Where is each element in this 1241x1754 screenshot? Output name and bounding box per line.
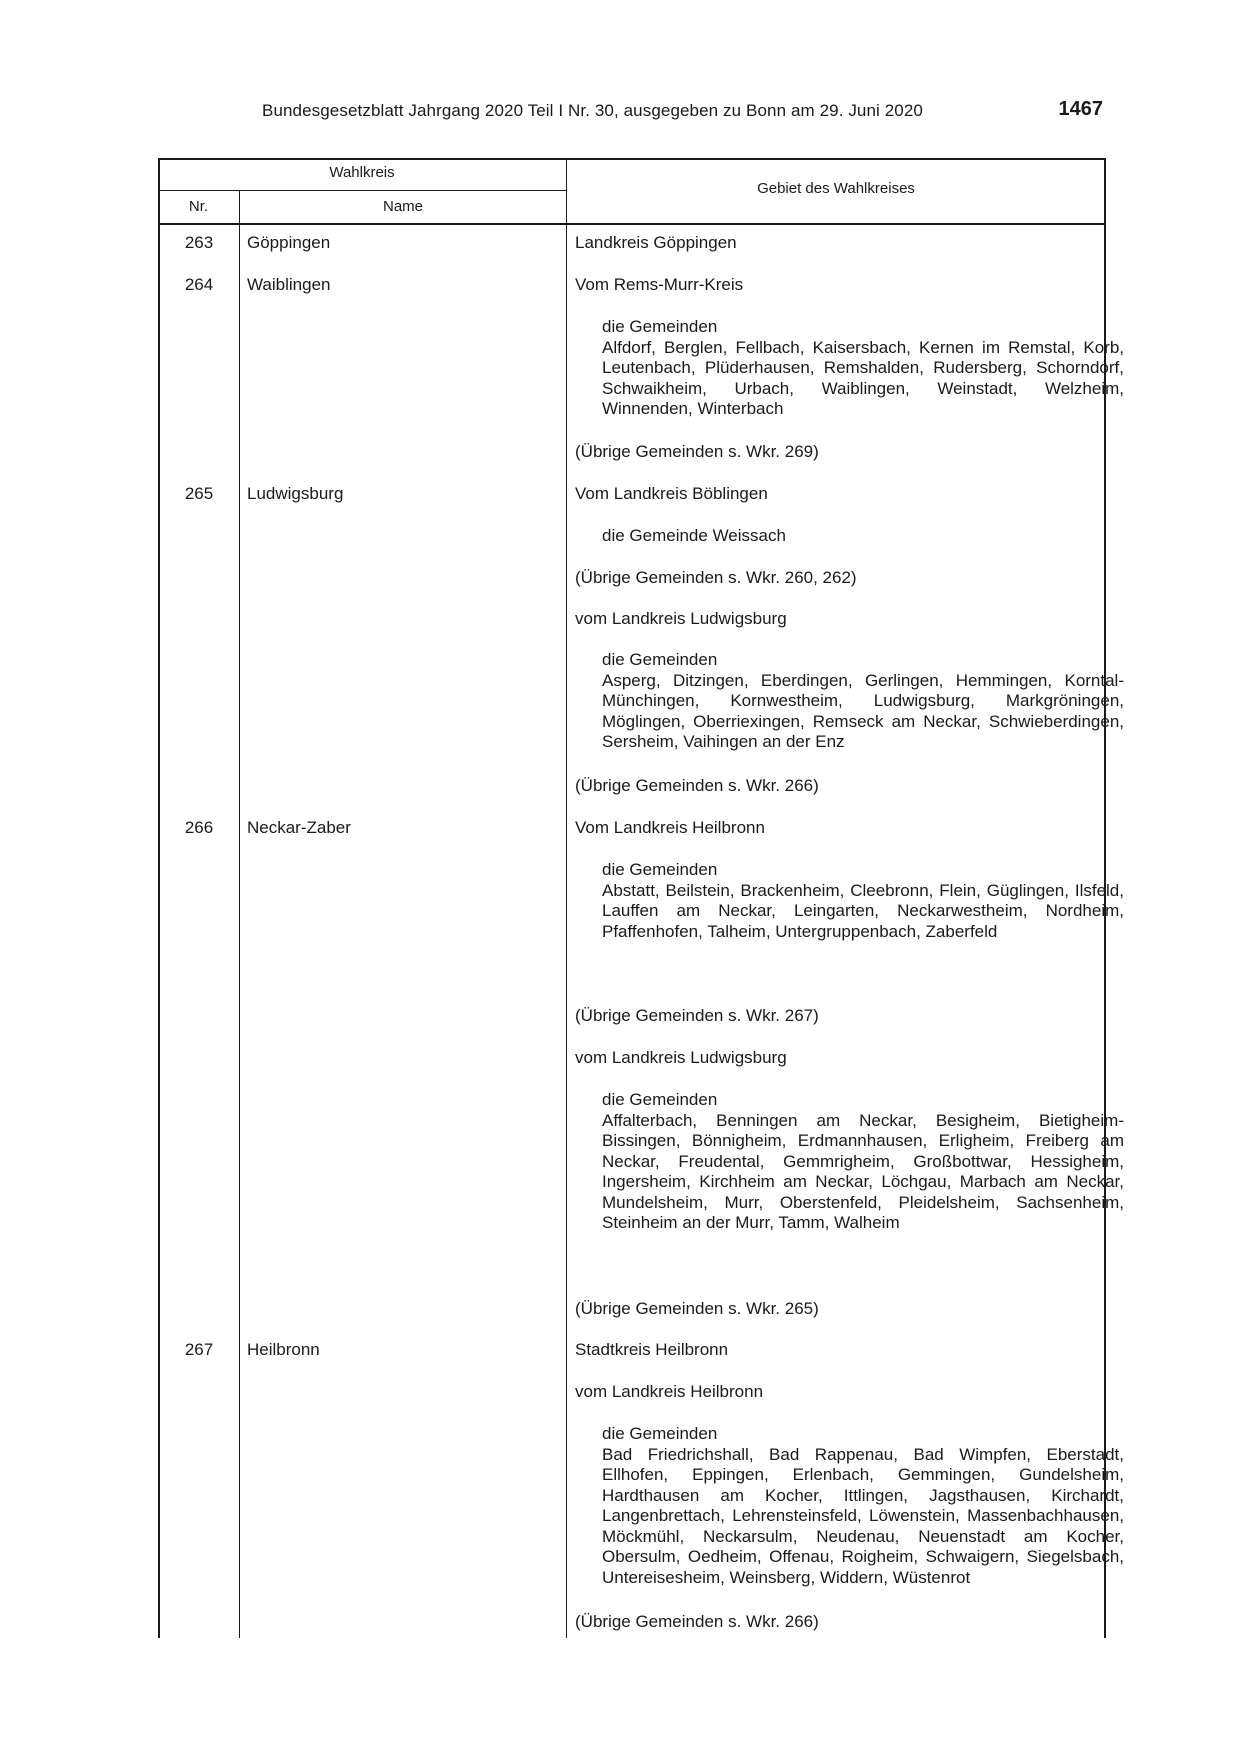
municipalities-list: Alfdorf, Berglen, Fellbach, Kaisersbach, Kernen im Remstal, Korb, Leutenbach, Plüderhausen, Remshalden, Rudersberg, Schorndorf, Schwaikheim, Urbach, Waiblingen, Weinstadt, Welzheim, Winnenden, Winterbach — [602, 337, 1124, 418]
area-text: vom Landkreis Ludwigsburg — [575, 1048, 787, 1067]
municipalities-list: Bad Friedrichshall, Bad Rappenau, Bad Wimpfen, Eberstadt, Ellhofen, Eppingen, Erlenbach, Gemmingen, Gundelsheim, Hardthausen am Kocher, Ittlingen, Jagsthausen, Kirchardt, Langenbrettach, Lehrensteinsfeld, Löwenstein, Massenbachhausen, Möckmühl, Neckarsulm, Neudenau, Neuenstadt am Kocher, Obersulm, Oedheim, Offenau, Roigheim, Schwaigern, Siegelsbach, Untereisesheim, Weinsberg, Widdern, Wüstenrot — [602, 1444, 1124, 1587]
area-text: Vom Landkreis Böblingen — [575, 484, 768, 503]
row-name: Neckar-Zaber — [247, 818, 351, 837]
area-note: (Übrige Gemeinden s. Wkr. 265) — [575, 1299, 819, 1318]
header-nr: Nr. — [188, 198, 209, 215]
area-note: (Übrige Gemeinden s. Wkr. 267) — [575, 1006, 819, 1025]
area-text: vom Landkreis Heilbronn — [575, 1382, 764, 1401]
header-bottom-border — [158, 223, 1105, 225]
row-nr: 267 — [184, 1340, 214, 1359]
municipalities-list: Abstatt, Beilstein, Brackenheim, Cleebronn, Flein, Güglingen, Ilsfeld, Lauffen am Neckar, Leingarten, Neckarwestheim, Nordheim, Pfaffenhofen, Talheim, Untergruppenbach, Zaberfeld — [602, 880, 1124, 941]
municipalities-intro: die Gemeinden — [602, 650, 718, 669]
area-text — [575, 1424, 1124, 1588]
municipalities-list: Asperg, Ditzingen, Eberdingen, Gerlingen, Hemmingen, Korntal-Münchingen, Kornwestheim, Ludwigsburg, Markgröningen, Möglingen, Oberriexingen, Remseck am Neckar, Schwieberdingen, Sersheim, Vaihingen an der Enz — [602, 670, 1124, 751]
municipalities-intro: die Gemeinden — [602, 317, 718, 336]
header-area: Gebiet des Wahlkreises — [757, 180, 915, 197]
table-top-border — [158, 158, 1105, 160]
row-name: Heilbronn — [247, 1340, 320, 1359]
row-name: Waiblingen — [247, 275, 331, 294]
row-nr: 263 — [184, 233, 214, 252]
area-text — [575, 1090, 1124, 1234]
row-name: Göppingen — [247, 233, 331, 252]
gazette-title: Bundesgesetzblatt Jahrgang 2020 Teil I Nr. 30, ausgegeben zu Bonn am 29. Juni 2020 — [262, 101, 923, 120]
area-text: Vom Landkreis Heilbronn — [575, 818, 765, 837]
header-name: Name — [382, 198, 423, 215]
row-nr: 266 — [184, 818, 214, 837]
area-text: Stadtkreis Heilbronn — [575, 1340, 729, 1359]
area-text — [575, 650, 1124, 753]
page-number: 1467 — [1058, 98, 1103, 120]
area-text: Landkreis Göppingen — [575, 233, 737, 252]
row-name: Ludwigsburg — [247, 484, 344, 503]
table-left-border — [158, 158, 160, 1638]
header-wahlkreis: Wahlkreis — [329, 164, 395, 181]
header-divider-nr-name — [158, 190, 567, 191]
area-note: (Übrige Gemeinden s. Wkr. 269) — [575, 442, 819, 461]
area-note: (Übrige Gemeinden s. Wkr. 260, 262) — [575, 568, 857, 587]
column-divider-nr — [239, 190, 240, 1638]
area-note: (Übrige Gemeinden s. Wkr. 266) — [575, 1612, 819, 1631]
area-text — [575, 860, 1124, 942]
area-text: vom Landkreis Ludwigsburg — [575, 609, 787, 628]
municipalities-list: Affalterbach, Benningen am Neckar, Besigheim, Bietigheim-Bissingen, Bönnigheim, Erdmannhausen, Erligheim, Freiberg am Neckar, Freudental, Gemmrigheim, Großbottwar, Hessigheim, Ingersheim, Kirchheim am Neckar, Löchgau, Marbach am Neckar, Mundelsheim, Murr, Oberstenfeld, Pleidelsheim, Sachsenheim, Steinheim an der Murr, Tamm, Walheim — [602, 1110, 1124, 1232]
area-text: Vom Rems-Murr-Kreis — [575, 275, 744, 294]
area-text — [575, 317, 1124, 420]
municipalities-intro: die Gemeinden — [602, 1424, 718, 1443]
municipalities-intro: die Gemeinden — [602, 860, 718, 879]
page-header — [0, 0, 1241, 140]
row-nr: 264 — [184, 275, 214, 294]
municipalities-intro: die Gemeinden — [602, 1090, 718, 1109]
constituency-table — [158, 158, 1124, 1638]
row-nr: 265 — [184, 484, 214, 503]
area-text: die Gemeinde Weissach — [602, 526, 786, 545]
area-note: (Übrige Gemeinden s. Wkr. 266) — [575, 776, 819, 795]
column-divider-name — [566, 158, 567, 1638]
